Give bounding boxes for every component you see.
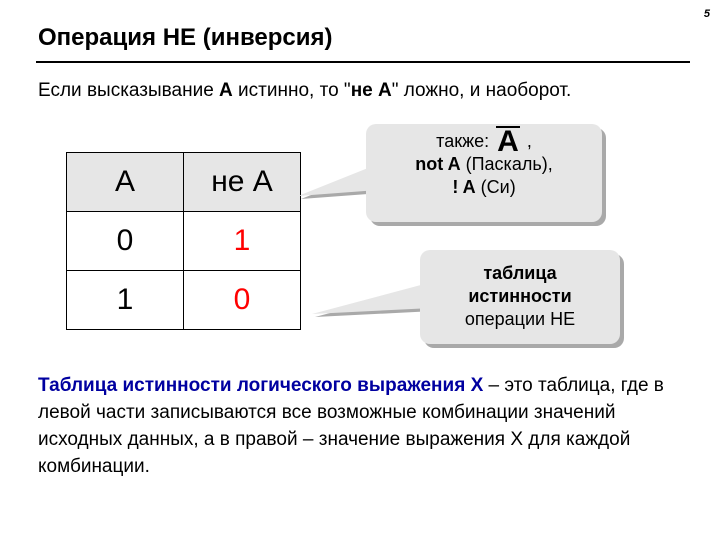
c-note: (Си) [475,177,516,197]
callout-line-1: таблица [483,263,557,283]
cell-not-a: 1 [184,212,301,271]
definition-paragraph [38,372,678,480]
slide-number: 5 [703,8,710,20]
cell-not-a: 0 [184,271,301,330]
intro-text-3: " ложно, и наоборот. [391,80,572,101]
cell-a: 0 [67,212,184,271]
definition-text: – это таблица, где в левой части записываются все возможные комбинации значений исходных данных, а в правой – значение выражения Х для каждой комбинации. [38,375,664,477]
c-line [366,176,602,199]
callout-tail-table [312,280,432,330]
also-line [366,125,602,158]
callout-also-notation [366,124,602,222]
also-suffix: , [521,131,532,151]
truth-table-header-row [67,153,301,212]
callout-line-3: операции НЕ [464,309,576,329]
title-underline [36,61,690,63]
callout-line-2: истинности [468,286,572,306]
intro-paragraph [38,78,618,104]
header-not-a: не A [184,153,301,212]
table-row [67,212,301,271]
intro-text-1: Если высказывание [38,80,220,101]
truth-table-not [66,152,301,330]
also-prefix: также: [436,131,495,151]
table-row [67,271,301,330]
slide-title: Операция НЕ (инверсия) [38,24,333,51]
pascal-code: not A [415,154,461,174]
intro-text-2: истинно, то " [232,80,351,101]
pascal-note: (Паскаль), [460,154,553,174]
cell-a: 1 [67,271,184,330]
intro-not-a: не А [350,80,392,101]
definition-term: Таблица истинности логического выражения Х [38,375,484,396]
c-code: ! A [452,177,476,197]
pascal-line [366,153,602,176]
intro-var-a: A [219,80,233,101]
callout-truth-table [420,250,620,344]
overlined-a: A [494,130,522,153]
header-a: A [67,153,184,212]
